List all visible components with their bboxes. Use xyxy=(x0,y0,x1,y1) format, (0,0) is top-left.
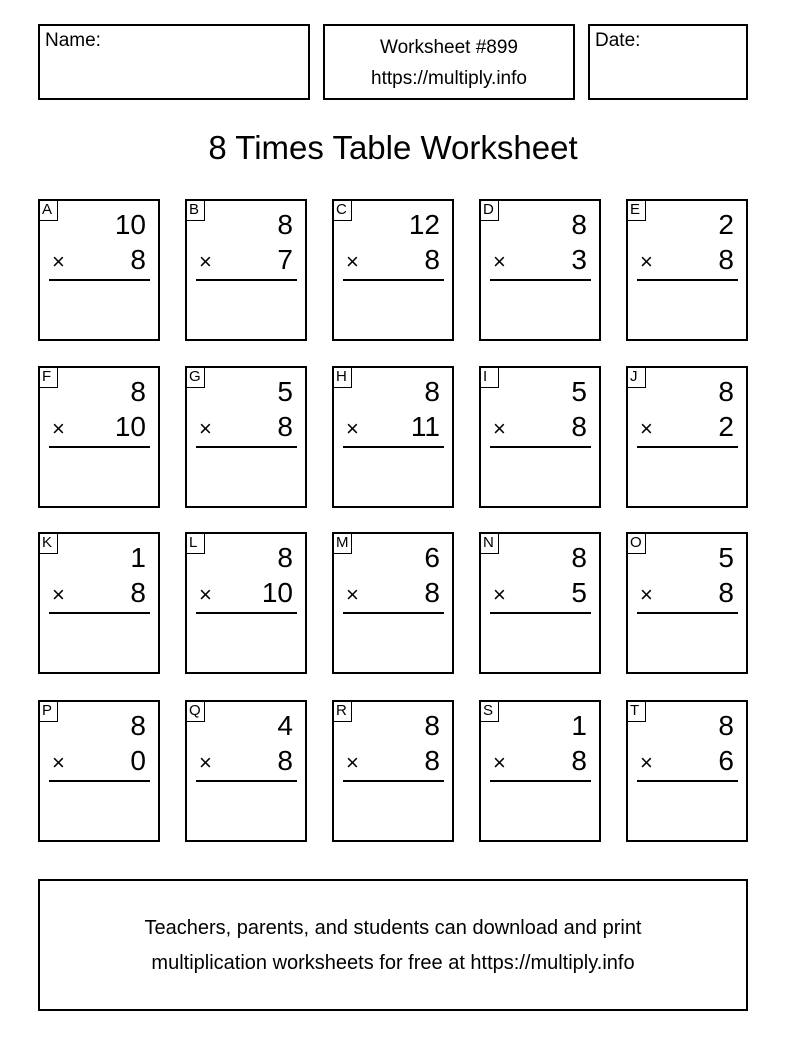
problem-letter: O xyxy=(626,532,646,554)
problem-card xyxy=(185,366,307,508)
problem-letter: E xyxy=(626,199,646,221)
multiplier: 8 xyxy=(130,244,146,275)
problem-letter: T xyxy=(626,700,646,722)
multiplicand: 8 xyxy=(718,376,734,407)
multiplier: 8 xyxy=(571,411,587,442)
footer-line-2: multiplication worksheets for free at https://multiply.info xyxy=(151,952,635,974)
multiplier: 8 xyxy=(718,577,734,608)
multiplicand: 5 xyxy=(718,542,734,573)
worksheet-number: Worksheet #899 xyxy=(379,37,518,58)
multiplier: 10 xyxy=(261,577,293,608)
answer-line xyxy=(343,780,444,782)
multiply-sign: × xyxy=(52,416,65,441)
multiply-sign: × xyxy=(493,750,506,775)
answer-line xyxy=(49,446,150,448)
multiplicand: 5 xyxy=(571,376,587,407)
multiplicand: 8 xyxy=(571,209,587,240)
multiplicand: 8 xyxy=(424,710,440,741)
multiplicand: 12 xyxy=(408,209,440,240)
multiplier: 8 xyxy=(718,244,734,275)
multiplier: 8 xyxy=(277,411,293,442)
multiplier: 7 xyxy=(277,244,293,275)
problem-letter: A xyxy=(38,199,58,221)
answer-line xyxy=(490,780,591,782)
problem-card xyxy=(479,199,601,341)
answer-line xyxy=(196,446,297,448)
problem-card xyxy=(626,532,748,674)
problem-letter: J xyxy=(626,366,646,388)
answer-line xyxy=(49,279,150,281)
multiplicand: 8 xyxy=(277,542,293,573)
problem-card xyxy=(185,700,307,842)
multiplier: 10 xyxy=(114,411,146,442)
multiply-sign: × xyxy=(640,249,653,274)
page-title: 8 Times Table Worksheet xyxy=(208,129,578,166)
problem-card xyxy=(332,700,454,842)
multiply-sign: × xyxy=(199,582,212,607)
multiply-sign: × xyxy=(493,416,506,441)
problem-letter: L xyxy=(185,532,205,554)
answer-line xyxy=(49,780,150,782)
problem-card xyxy=(332,532,454,674)
multiply-sign: × xyxy=(52,582,65,607)
answer-line xyxy=(490,612,591,614)
answer-line xyxy=(637,612,738,614)
problem-letter: M xyxy=(332,532,352,554)
problem-card xyxy=(38,700,160,842)
problem-letter: B xyxy=(185,199,205,221)
multiplicand: 8 xyxy=(130,376,146,407)
multiplier: 8 xyxy=(424,577,440,608)
multiply-sign: × xyxy=(199,416,212,441)
problem-card xyxy=(185,532,307,674)
problem-card xyxy=(38,532,160,674)
multiplicand: 1 xyxy=(571,710,587,741)
answer-line xyxy=(49,612,150,614)
answer-line xyxy=(343,446,444,448)
problem-card xyxy=(479,532,601,674)
worksheet-info-box xyxy=(323,24,575,100)
problem-letter: K xyxy=(38,532,58,554)
multiplicand: 6 xyxy=(424,542,440,573)
multiplicand: 4 xyxy=(277,710,293,741)
multiply-sign: × xyxy=(346,750,359,775)
answer-line xyxy=(196,279,297,281)
answer-line xyxy=(196,780,297,782)
multiplicand: 8 xyxy=(424,376,440,407)
problem-card xyxy=(332,199,454,341)
multiplicand: 8 xyxy=(571,542,587,573)
multiplier: 8 xyxy=(571,745,587,776)
worksheet-url: https://multiply.info xyxy=(371,68,527,89)
answer-line xyxy=(490,446,591,448)
multiply-sign: × xyxy=(52,249,65,274)
answer-line xyxy=(343,279,444,281)
problem-card xyxy=(626,366,748,508)
problem-card xyxy=(38,366,160,508)
problem-letter: R xyxy=(332,700,352,722)
problem-card xyxy=(38,199,160,341)
multiply-sign: × xyxy=(346,416,359,441)
multiplicand: 1 xyxy=(130,542,146,573)
name-label: Name: xyxy=(45,30,101,51)
problem-card xyxy=(626,199,748,341)
multiply-sign: × xyxy=(640,750,653,775)
problem-letter: P xyxy=(38,700,58,722)
answer-line xyxy=(637,279,738,281)
multiplier: 6 xyxy=(718,745,734,776)
multiply-sign: × xyxy=(199,750,212,775)
multiply-sign: × xyxy=(346,249,359,274)
multiplier: 3 xyxy=(571,244,587,275)
date-label: Date: xyxy=(595,30,641,51)
problem-letter: S xyxy=(479,700,499,722)
multiplier: 8 xyxy=(424,745,440,776)
multiplicand: 10 xyxy=(114,209,146,240)
footer-note xyxy=(38,879,748,1011)
footer-line-1: Teachers, parents, and students can download and print xyxy=(144,917,642,939)
problem-letter: C xyxy=(332,199,352,221)
date-field[interactable] xyxy=(588,24,748,100)
problem-letter: Q xyxy=(185,700,205,722)
multiplier: 8 xyxy=(424,244,440,275)
multiply-sign: × xyxy=(640,416,653,441)
problem-card xyxy=(479,700,601,842)
multiply-sign: × xyxy=(493,582,506,607)
multiplicand: 5 xyxy=(277,376,293,407)
multiply-sign: × xyxy=(346,582,359,607)
multiplier: 8 xyxy=(130,577,146,608)
answer-line xyxy=(490,279,591,281)
problem-letter: G xyxy=(185,366,205,388)
answer-line xyxy=(343,612,444,614)
answer-line xyxy=(637,446,738,448)
name-field[interactable] xyxy=(38,24,310,100)
problem-card xyxy=(479,366,601,508)
problem-card xyxy=(332,366,454,508)
problem-card xyxy=(185,199,307,341)
problem-letter: H xyxy=(332,366,352,388)
multiply-sign: × xyxy=(199,249,212,274)
multiplier: 8 xyxy=(277,745,293,776)
multiplicand: 8 xyxy=(277,209,293,240)
multiplier: 11 xyxy=(410,411,440,442)
multiplicand: 2 xyxy=(718,209,734,240)
answer-line xyxy=(637,780,738,782)
multiplicand: 8 xyxy=(718,710,734,741)
problem-letter: I xyxy=(479,366,499,388)
problem-letter: D xyxy=(479,199,499,221)
problem-letter: N xyxy=(479,532,499,554)
multiplier: 2 xyxy=(718,411,734,442)
multiplier: 5 xyxy=(571,577,587,608)
multiply-sign: × xyxy=(52,750,65,775)
multiply-sign: × xyxy=(640,582,653,607)
problem-letter: F xyxy=(38,366,58,388)
multiplicand: 8 xyxy=(130,710,146,741)
problem-card xyxy=(626,700,748,842)
multiply-sign: × xyxy=(493,249,506,274)
answer-line xyxy=(196,612,297,614)
multiplier: 0 xyxy=(130,745,146,776)
